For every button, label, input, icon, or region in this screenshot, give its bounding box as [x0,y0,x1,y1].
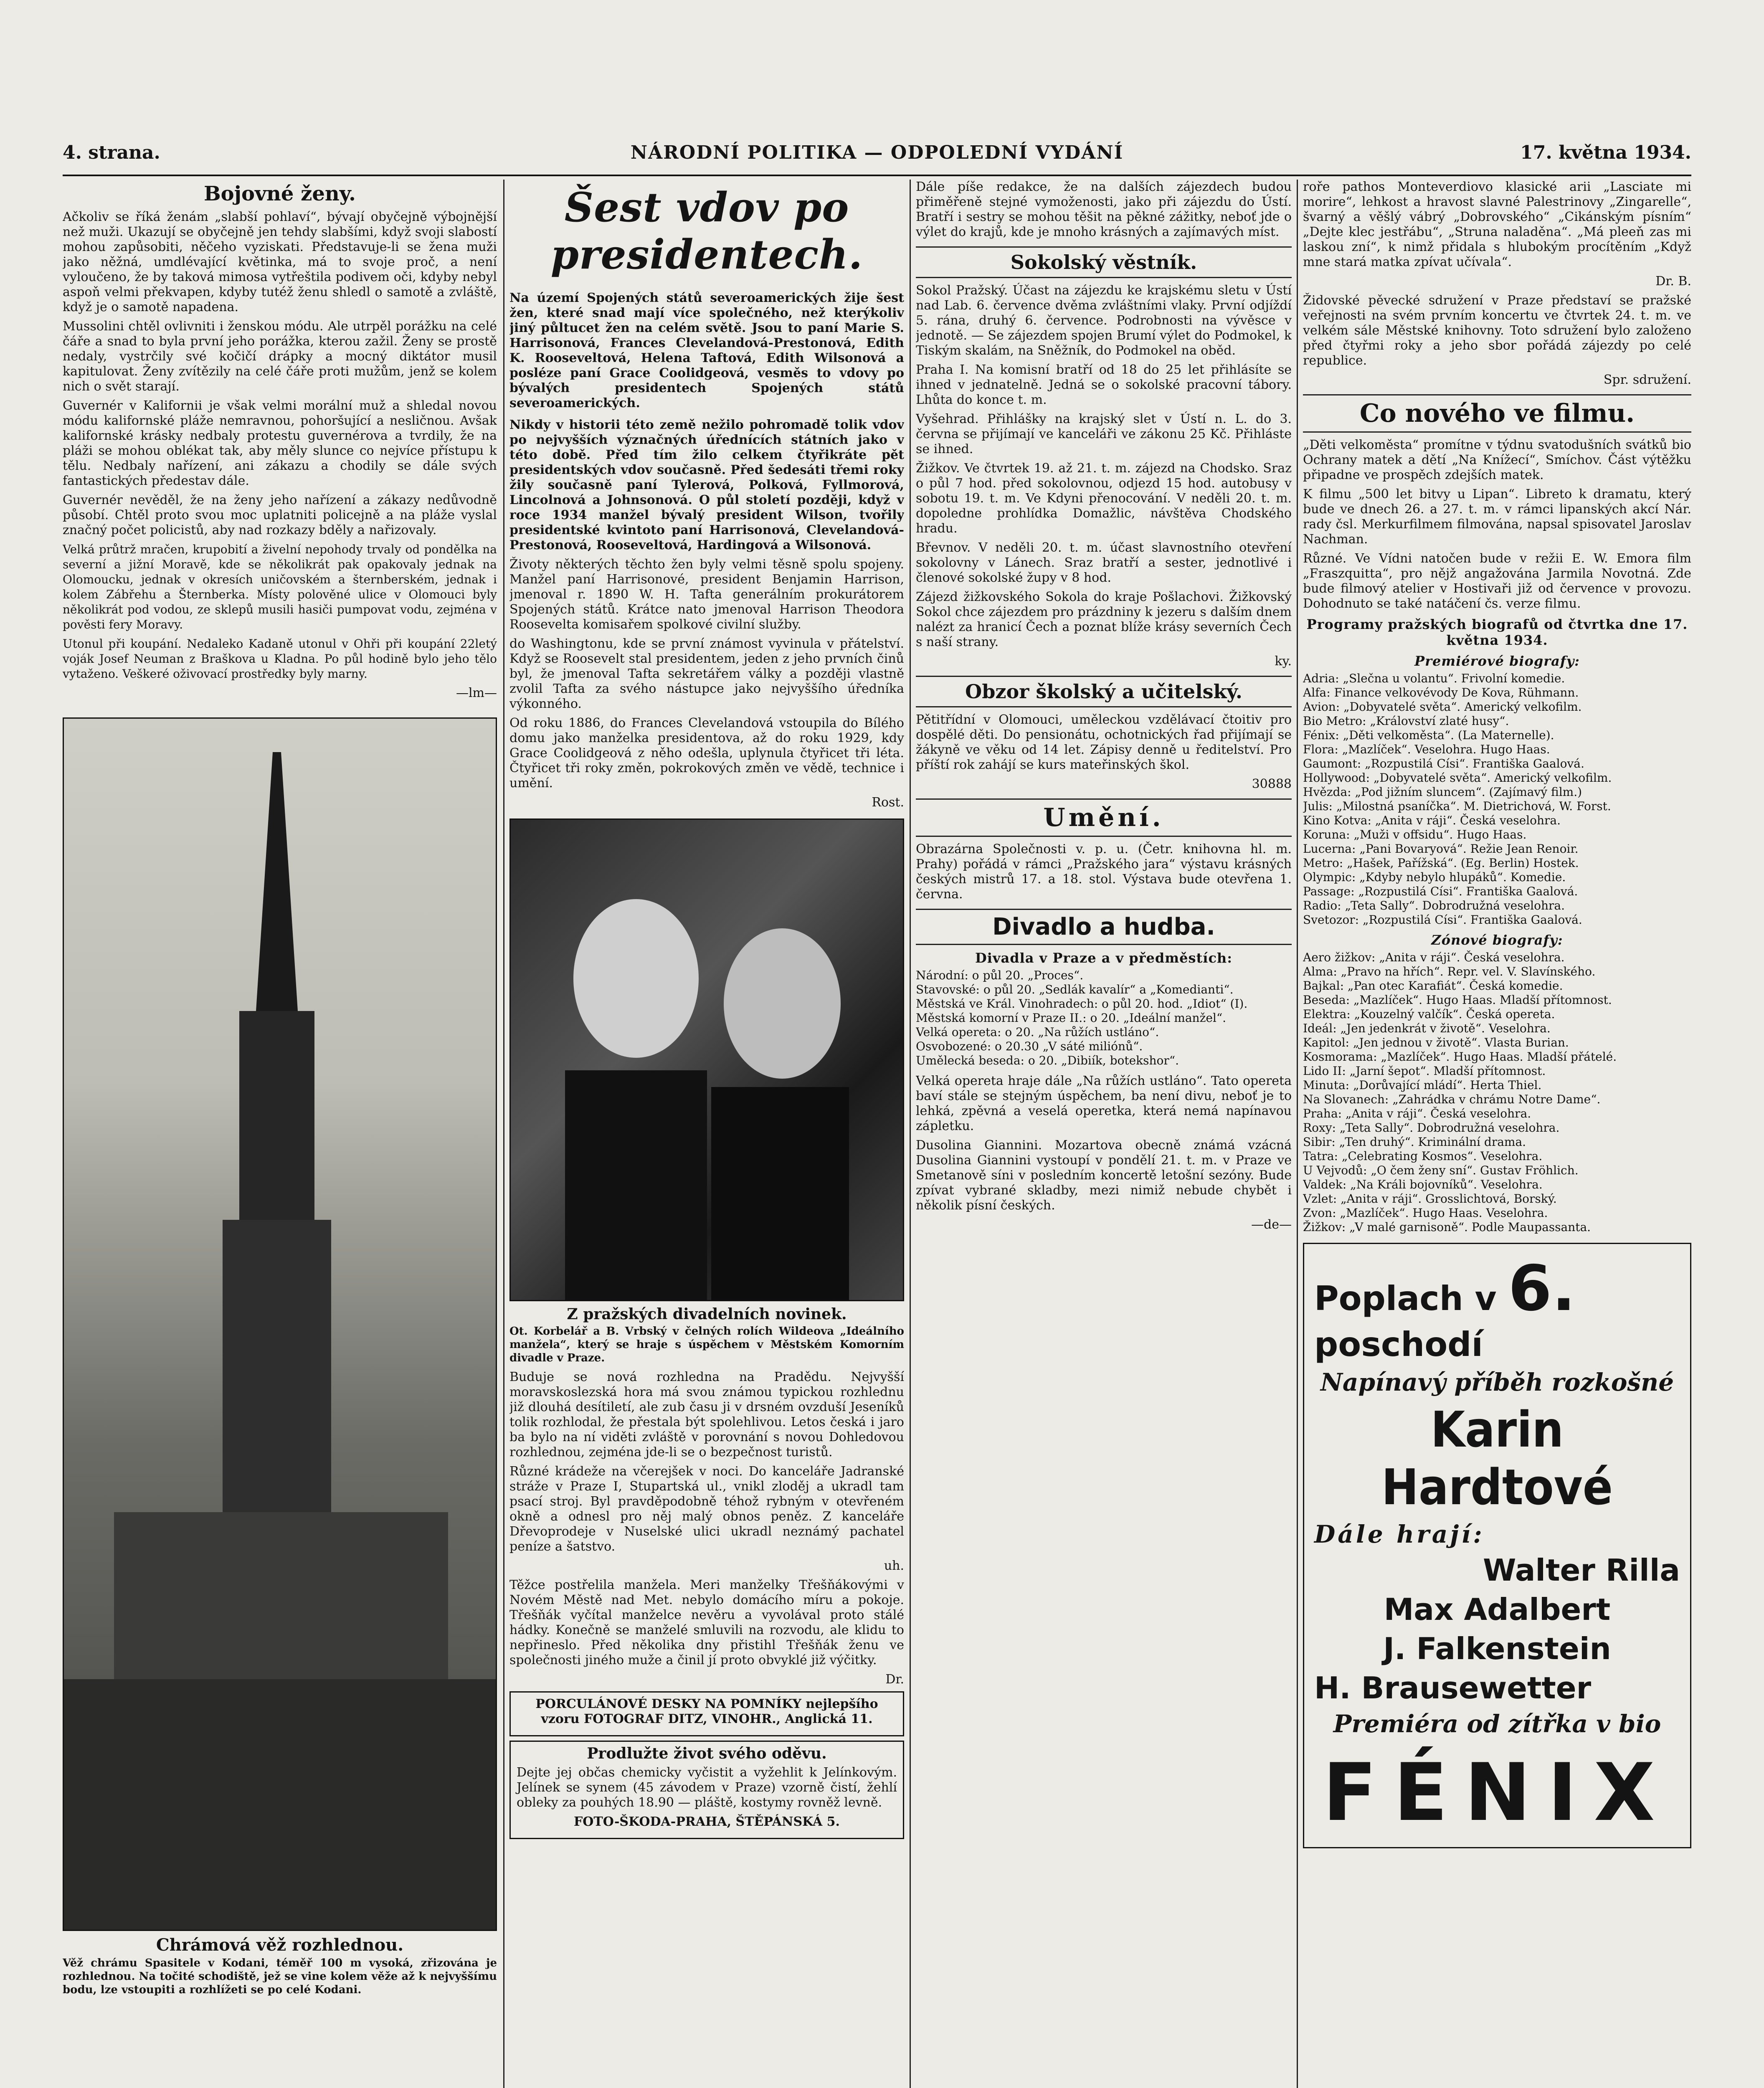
ad-subtitle: Napínavý příběh rozkošné [1320,1368,1674,1396]
article-paragraph: Životy některých těchto žen byly velmi těsně spolu spojeny. Manžel paní Harrisonové, president Benjamin Harrison, jmenoval r. 1890 W. H. Tafta generálním prokurátorem Spojených států. Krátce nato jmenoval Harrison Theodora Roosevelta komisařem spolkové civilní služby. [509,557,904,632]
column-4 [1303,180,1691,2088]
article-signature: —lm— [456,686,497,700]
cinema-item: Kino Kotva: „Anita v ráji“. Česká veselohra. [1303,813,1561,827]
ad-cast-label: Dále hrají: [1314,1520,1485,1548]
article-lead: Na území Spojených států severoamerických žije šest žen, které snad mají více společného, než kterýkoliv jiný půltucet žen na celém světě. Jsou to paní Marie S. Harrisonová, Frances Clevelandová-Prestonová, Edith K. Rooseveltová, Helena Taftová, Edith Wilsonová a posléze paní Grace Coolidgeová, vesměs to vdovy po bývalých presidentech Spojených států severoamerických. [509,291,904,411]
article-paragraph: „Děti velkoměsta“ promítne v týdnu svatodušních svátků bio Ochrany matek a dětí „Na Knížecí“, Smíchov. Část výtěžku připadne ve prospěch zdejších matek. [1303,438,1691,482]
cinema-item: Olympic: „Kdyby nebylo hlupáků“. Komedie. [1303,870,1566,884]
cinema-item: Tatra: „Celebrating Kosmos“. Veselohra. [1303,1149,1543,1163]
section-heading: Co nového ve filmu. [1303,394,1691,433]
actors-illustration [511,820,903,1300]
cinema-item: Lucerna: „Pani Bovaryová“. Režie Jean Renoir. [1303,842,1579,856]
ad-cast-member: H. Brausewetter [1314,1670,1592,1705]
ad-cast-member: Max Adalbert [1384,1592,1611,1627]
theatre-item: Osvobozené: o 20.30 „V sáté miliónů“. [916,1039,1143,1053]
theatre-list [916,968,1292,1068]
cinema-item: Hollywood: „Dobyvatelé světa“. Americký velkofilm. [1303,771,1612,785]
ad-cast-member: J. Falkenstein [1383,1631,1611,1666]
article-paragraph: Nikdy v historii této země nežilo pohromadě tolik vdov po nejvyšších význačných úřednících státních jako v této době. Před tím žilo celkem čtyřikráte pět presidentských vdov současně. Před šedesáti třemi roky žily současně paní Tylerová, Polková, Fyllmorová, Lincolnová a Johnsonová. O půl století později, když v roce 1934 manžel bývalý president Wilson, tvořily presidentské kvintoto paní Harrisonová, Clevelandová-Prestonová, Rooseveltová, Hardingová a Wilsonová. [509,418,904,552]
ad-premiere-text: Premiéra od zítřka v bio [1333,1710,1661,1738]
advertisement-box [509,1741,904,1839]
cinema-item: Passage: „Rozpustilá Císi“. Františka Gaalová. [1303,884,1578,898]
theatre-item: Velká opereta: o 20. „Na růžích ustláno“. [916,1025,1159,1039]
cinema-item: Koruna: „Muži v offsidu“. Hugo Haas. [1303,828,1527,841]
premiere-cinema-list [1303,672,1691,927]
cinema-item: Alma: „Pravo na hřích“. Repr. vel. V. Slavínského. [1303,965,1596,978]
article-paragraph: Pětitřídní v Olomouci, uměleckou vzdělávací čtoitiv pro dospělé děti. Do pensionátu, ochotnických řad přijímají se žákyně ve věku od 14 let. Zápisy denně u ředitelství. Pro příští rok zahájí se kurs mateřinských škol. [916,712,1292,772]
article-paragraph: Různé. Ve Vídni natočen bude v režii E. W. Emora film „Fraszquitta“, pro nějž angažována Jarmila Novotná. Zde bude filmový atelier v Hostivaři již od července v provozu. Dohodnuto se také natáčení čs. verze filmu. [1303,551,1691,611]
cinema-item: Avion: „Dobyvatelé světa“. Americký velkofilm. [1303,700,1582,714]
section-heading: Divadlo a hudba. [916,909,1292,945]
cinema-item: Minuta: „Dorůvající mládí“. Herta Thiel. [1303,1078,1542,1092]
newspaper-title: NÁRODNÍ POLITIKA — ODPOLEDNÍ VYDÁNÍ [630,142,1124,163]
photo-description: Věž chrámu Spasitele v Kodani, téměř 100 m vysoká, zřizována je rozhlednou. Na točité schodiště, jež se vine kolem věže až k nejvyššímu bodu, lze vstoupiti a rozhlížeti se po celé Kodani. [63,1957,497,1996]
article-paragraph: Žižkov. Ve čtvrtek 19. až 21. t. m. zájezd na Chodsko. Sraz o půl 7 hod. před sokolovnou, odjezd 15 hod. autobusy v sobotu 19. t. m. Ve Kdyni přenocování. V neděli 20. t. m. dopoledne prohlídka Domažlic, návštěva Chodského hradu. [916,461,1292,536]
issue-date: 17. května 1934. [1520,142,1691,163]
article-paragraph: Těžce postřelila manžela. Meri manželky Třešňákovými v Novém Městě nad Met. nebylo domácího míru a pokoje. Třešňák vyčítal manželce nevěru a vyvolával proto stálé hádky. Konečně se manželé smluvili na rozvodu, ale klidu to nepřineslo. Před několika dny přistihl Třešňák ženu ve společnosti jiného muže a činil jí proto obvyklé již výčitky. [509,1578,904,1667]
ad-star-name: Karin Hardtové [1381,1401,1613,1516]
theatre-list-heading: Divadla v Praze a v předměstích: [975,950,1232,966]
article-paragraph: Velká průtrž mračen, krupobití a živelní nepohody trvaly od pondělka na severní a jižní Moravě, kde se několikrát pak opakovaly jednak na Olomoucku, jednak v okresích uničovském a šternberském, jednak i kolem Zábřehu a Šternberka. Místy polověné ulice v Olomouci byly několikrát pod vodou, ze sklepů musili hasiči pumpovat vodu, zejména v pověsti fery Moravy. [63,542,497,631]
advertisement-box [509,1691,904,1736]
cinema-item: Vzlet: „Anita v ráji“. Grosslichtová, Borský. [1303,1192,1557,1206]
theatre-item: Národní: o půl 20. „Proces“. [916,968,1084,982]
cinema-item: Sibir: „Ten druhý“. Kriminální drama. [1303,1135,1526,1149]
article-paragraph: Břevnov. V neděli 20. t. m. účast slavnostního otevření sokolovny v Lánech. Sraz bratří a sester, jednotlivé i členové sokolské župy v 8 hod. [916,540,1292,585]
article-signature: Dr. B. [1655,274,1691,289]
article-paragraph: Sokol Pražský. Účast na zájezdu ke krajskému sletu v Ústí nad Lab. 6. července dvěma zvláštními vlaky. První odjíždí 5. rána, druhý 6. července. Podrobnosti na vývěsce v jednotě. — Se zájezdem spojen Brumí výlet do Podmokel, k Tiským skalám, na Sněžník, do Podmokel na oběd. [916,283,1292,358]
article-paragraph: Židovské pěvecké sdružení v Praze představí se pražské veřejnosti na svém prvním koncertu ve čtvrtek 24. t. m. ve velkém sále Městské knihovny. Toto sdružení bylo založeno před čtyřmi roky a jeho sbor pořádá zájezdy po celé republice. [1303,293,1691,368]
article-paragraph: Velká opereta hraje dále „Na růžích ustláno“. Tato opereta baví stále se stejným úspěchem, ba není divu, neboť je to lehká, zpěvná a veselá operetka, která nemá napínavou zápletku. [916,1074,1292,1133]
article-paragraph: Zájezd žižkovského Sokola do kraje Pošlachovi. Žižkovský Sokol chce zájezdem pro prázdniny k jezeru s dalším dnem nalézt za hranicí Čech a poznat blíže krásy severních Čech s naší strany. [916,590,1292,649]
ad-cinema-name: FÉNIX [1323,1746,1672,1839]
article-paragraph: Guvernér v Kalifornii je však velmi morální muž a shledal novou módu kalifornské pláže nemravnou, pohoršující a nesličnou. Avšak kalifornské krásky nedbaly protestu guvernérova a tvrdily, že na pláži se mohou oblékat tak, aby měly slunce co nejvíce přístupu k tělu. Nedbaly nařízení, ani zákazu a chodily se dále svých fantastických předestav dále. [63,398,497,488]
article-paragraph: Od roku 1886, do Frances Clevelandová vstoupila do Bílého domu jako manželka presidentova, až do roku 1929, kdy Grace Coolidgeová z něho odešla, uplynula čtyřicet tři léta. Čtyřicet tři roky změn, pokrokových změn ve vědě, technice i umění. [509,716,904,791]
column-3 [916,180,1292,2088]
theatre-item: Městská komorní v Praze II.: o 20. „Ideální manžel“. [916,1011,1227,1025]
advertisement-text: Dejte jej občas chemicky vyčistit a vyžehlit k Jelínkovým. Jelínek se synem (45 závodem v Praze) vzorně čistí, žehlí obleky za pouhých 18.90 — pláště, kostymy rovněž levně. [517,1765,897,1810]
cinema-item: Hvězda: „Pod jižním sluncem“. (Zajímavý film.) [1303,785,1582,799]
cinema-item: Žižkov: „V malé garnisoně“. Podle Maupassanta. [1303,1220,1591,1234]
article-paragraph: Dále píše redakce, že na dalších zájezdech budou přiměřeně stejné vymoženosti, jako při zájezdu do Ústí. Bratří i sestry se mohou těšit na pěkné zážitky, neboť jde o výlet do krajů, kde je mnoho krásných a zajímavých míst. [916,180,1292,239]
cinema-item: Lido II: „Jarní šepot“. Mladší přítomnost. [1303,1064,1546,1078]
article-signature: ky. [1275,654,1292,669]
article-paragraph: Mussolini chtěl ovlivniti i ženskou módu. Ale utrpěl porážku na celé čáře a snad to byla první jeho porážka, kterou zažil. Ženy se prostě nedaly, vystrčily své kočičí drápky a mocný diktátor musil kapitulovat. Ženy zvítězily na celé čáře proti mužům, jenž se kolem nich o svět starají. [63,319,497,394]
advertisement-text: PORCULÁNOVÉ DESKY NA POMNÍKY nejlepšího vzoru FOTOGRAF DITZ, VINOHR., Anglická 11. [535,1697,878,1726]
ad-cast-member: Walter Rilla [1483,1553,1680,1588]
cinema-item: Beseda: „Mazlíček“. Hugo Haas. Mladší přítomnost. [1303,993,1612,1007]
cinema-item: Radio: „Teta Sally“. Dobrodružná veselohra. [1303,899,1565,912]
cinema-item: Gaumont: „Rozpustilá Císi“. Františka Gaalová. [1303,757,1584,770]
cinema-item: Zvon: „Mazlíček“. Hugo Haas. Veselohra. [1303,1206,1548,1220]
photo-description: Ot. Korbelář a B. Vrbský v čelných rolích Wildeova „Ideálního manžela“, který se hraje s úspěchem v Městském Komorním divadle v Praze. [509,1325,904,1364]
column-2 [509,180,904,2088]
article-paragraph: Ačkoliv se říká ženám „slabší pohlaví“, bývají obyčejně výbojnější než muži. Ukazují se obyčejně jen tehdy slabšími, když svoji slabostí mohou zapůsobiti, něčeho vyziskati. Představuje-li se žena muži jako něžná, umdlévající květinka, má to svoje proč, a není vyloučeno, že by taková mimosa vytřeštila podivem oči, kdyby nebyl aspoň velmi překvapen, kdyby tutéž ženu shledl o samotě a zvláště, když je o samotě napadena. [63,210,497,314]
article-paragraph: Různé krádeže na včerejšek v noci. Do kanceláře Jadranské stráže v Praze I, Stupartská ul., vnikl zloděj a ukradl tam psací stroj. Byl pravděpodobně téhož rybným v otevřeném okně a odnesl pro něj malý obnos peněz. Z kanceláře Dřevoprodeje v Nuselské ulici ukradl neznámý pachatel peníze a šatstvo. [509,1464,904,1554]
cinema-item: Kapitol: „Jen jednou v životě“. Vlasta Burian. [1303,1036,1569,1049]
zone-cinema-list [1303,950,1691,1234]
cinema-programs-heading: Programy pražských biografů od čtvrtka dne 17. května 1934. [1306,616,1688,648]
article-paragraph: Dusolina Giannini. Mozartova obecně známá vzácná Dusolina Giannini vystoupí v pondělí 21. t. m. v Praze ve Smetanově síni v posledním koncertě letošní sezóny. Bude zpívat vybrané skladby, mezi nimiž nebude chybět i několik písní českých. [916,1138,1292,1213]
ad-floor-number: 6. [1508,1252,1576,1325]
theatre-item: Městská ve Král. Vinohradech: o půl 20. hod. „Idiot“ (I). [916,997,1248,1011]
article-signature: uh. [884,1558,904,1573]
article-paragraph: do Washingtonu, kde se první známost vyvinula v přátelství. Když se Roosevelt stal presidentem, jeden z jeho prvních činů byl, že jmenoval Tafta sekretářem války a později vlastně zvolil Tafta za svého nástupce jako nejvyššího úředníka výkonného. [509,636,904,711]
article-paragraph: Utonul při koupání. Nedaleko Kadaně utonul v Ohři při koupání 22letý voják Josef Neuman z Braškova u Kladna. Po půl hodině bylo jeho tělo vytaženo. Veškeré oživovací prostředky byly marny. [63,637,497,681]
column-divider [1297,180,1298,2088]
cinema-item: Ideál: „Jen jedenkrát v životě“. Veselohra. [1303,1021,1551,1035]
ad-headline [1314,1252,1680,1364]
article-paragraph: K filmu „500 let bitvy u Lipan“. Libreto k dramatu, který bude ve dnech 26. a 27. t. m. v rámci lipanských akcí Nár. rady čsl. Merkurfilmem filmována, napsal spisovatel Jaroslav Nachman. [1303,487,1691,547]
premiere-cinemas-heading: Premiérové biografy: [1414,653,1580,669]
cinema-item: U Vejvodů: „O čem ženy sní“. Gustav Fröhlich. [1303,1163,1579,1177]
cinema-item: Bajkal: „Pan otec Karafiát“. Česká komedie. [1303,979,1563,993]
theatre-item: Umělecká beseda: o 20. „Dibiík, botekshor“. [916,1054,1179,1067]
masthead-rule [63,175,1691,176]
article-signature: Spr. sdružení. [1603,372,1691,387]
cinema-item: Na Slovanech: „Zahrádka v chrámu Notre Dame“. [1303,1092,1601,1106]
column-1 [63,180,497,2088]
cinema-item: Kosmorama: „Mazlíček“. Hugo Haas. Mladší přátelé. [1303,1050,1617,1064]
cinema-item: Aero žižkov: „Anita v ráji“. Česká veselohra. [1303,950,1565,964]
cinema-item: Flora: „Mazlíček“. Veselohra. Hugo Haas. [1303,742,1550,756]
article-title: Šest vdov po presidentech. [550,184,863,278]
church-tower-photo [63,717,497,1931]
cinema-item: Elektra: „Kouzelný valčík“. Česká opereta. [1303,1007,1555,1021]
advertisement-title: Prodlužte život svého oděvu. [587,1745,827,1762]
cinema-item: Svetozor: „Rozpustilá Císi“. Františka Gaalová. [1303,913,1582,927]
article-paragraph: Obrazárna Společnosti v. p. u. (Četr. knihovna hl. m. Prahy) pořádá v rámci „Pražského jara“ výstavu krásných českých mistrů 17. a 18. stol. Výstava bude otevřena 1. června. [916,842,1292,902]
article-heading: Bojovné ženy. [204,182,356,205]
column-divider [503,180,504,2088]
film-advertisement [1303,1243,1691,1848]
cinema-item: Praha: „Anita v ráji“. Česká veselohra. [1303,1107,1531,1120]
cinema-item: Metro: „Hašek, Pařížská“. (Eg. Berlin) Hostek. [1303,856,1579,870]
section-heading: Umění. [916,798,1292,837]
cinema-item: Bio Metro: „Království zlaté husy“. [1303,714,1509,728]
article-signature: Rost. [872,795,904,810]
cinema-item: Adria: „Slečna u volantu“. Frivolní komedie. [1303,672,1565,685]
cinema-item: Valdek: „Na Králi bojovníků“. Veselohra. [1303,1178,1543,1191]
article-signature: —de— [1251,1217,1292,1232]
article-paragraph: roře pathos Monteverdiovo klasické arii „Lasciate mi morire“, lehkost a hravost slavné Palestrinovy „Zingarelle“, švarný a věšlý vábrý „Dobrovského“ „Cikánským písním“ „Dejte klec jestřábu“, „Struna naladěna“. „Má pleeň zas mi laskou zní“, k nimž přidala s hlubokým procítěním „Když mne stará matka zpívat učívala“. [1303,180,1691,269]
ad-headline-part: Poplach v [1314,1279,1497,1318]
photo-caption: Z pražských divadelních novinek. [567,1305,847,1323]
cinema-item: Fénix: „Děti velkoměsta“. (La Maternelle). [1303,728,1554,742]
ad-headline-part: poschodí [1314,1325,1483,1364]
page-number: 4. strana. [63,142,160,163]
article-paragraph: Vyšehrad. Přihlášky na krajský slet v Ústí n. L. do 3. června se přijímají ve kanceláři ve zákonu 25 Kč. Přihláste se ihned. [916,412,1292,456]
church-tower-illustration [64,719,496,1930]
cinema-item: Roxy: „Teta Sally“. Dobrodružná veselohra. [1303,1121,1560,1135]
article-paragraph: Buduje se nová rozhledna na Pradědu. Nejvyšší moravskoslezská hora má svou známou typickou rozhlednu již dlouhá desítiletí, ale zub času ji v drsném ovzduší Jeseníků tolik rozhlodal, že přestala být spolehlivou. Letos česká i jaro ba bylo na ní viděti zvláště v porovnání s novou Dohledovou rozhlednou, zejména jde-li se o bezpečnost turistů. [509,1370,904,1460]
theatre-item: Stavovské: o půl 20. „Sedlák kavalír“ a „Komedianti“. [916,983,1234,996]
photo-caption: Chrámová věž rozhlednou. [156,1935,404,1955]
article-paragraph: Praha I. Na komisní bratří od 18 do 25 let přihlásíte se ihned v jednatelně. Jedná se o sokolské pracovní tábory. Lhůta do konce t. m. [916,362,1292,407]
cinema-item: Alfa: Finance velkovévody De Kova, Rühmann. [1303,686,1579,699]
column-divider [910,180,911,2088]
cinema-item: Julis: „Milostná psaníčka“. M. Dietrichová, W. Forst. [1303,799,1611,813]
article-signature: Dr. [885,1672,904,1687]
section-heading: Obzor školský a učitelský. [916,676,1292,707]
masthead [63,138,1691,171]
section-heading: Sokolský věstník. [916,246,1292,278]
advertisement-text: FOTO-ŠKODA-PRAHA, ŠTĚPÁNSKÁ 5. [573,1814,840,1829]
article-signature: 30888 [1252,777,1292,791]
zone-cinemas-heading: Zónové biografy: [1431,932,1563,948]
theatre-actors-photo [509,818,904,1301]
article-paragraph: Guvernér nevěděl, že na ženy jeho nařízení a zákazy nedůvodně působí. Chtěl proto svou moc uplatniti policejně a na pláže vyslal značný počet policistů, aby nad rozkazy bděly a nařizovaly. [63,493,497,537]
